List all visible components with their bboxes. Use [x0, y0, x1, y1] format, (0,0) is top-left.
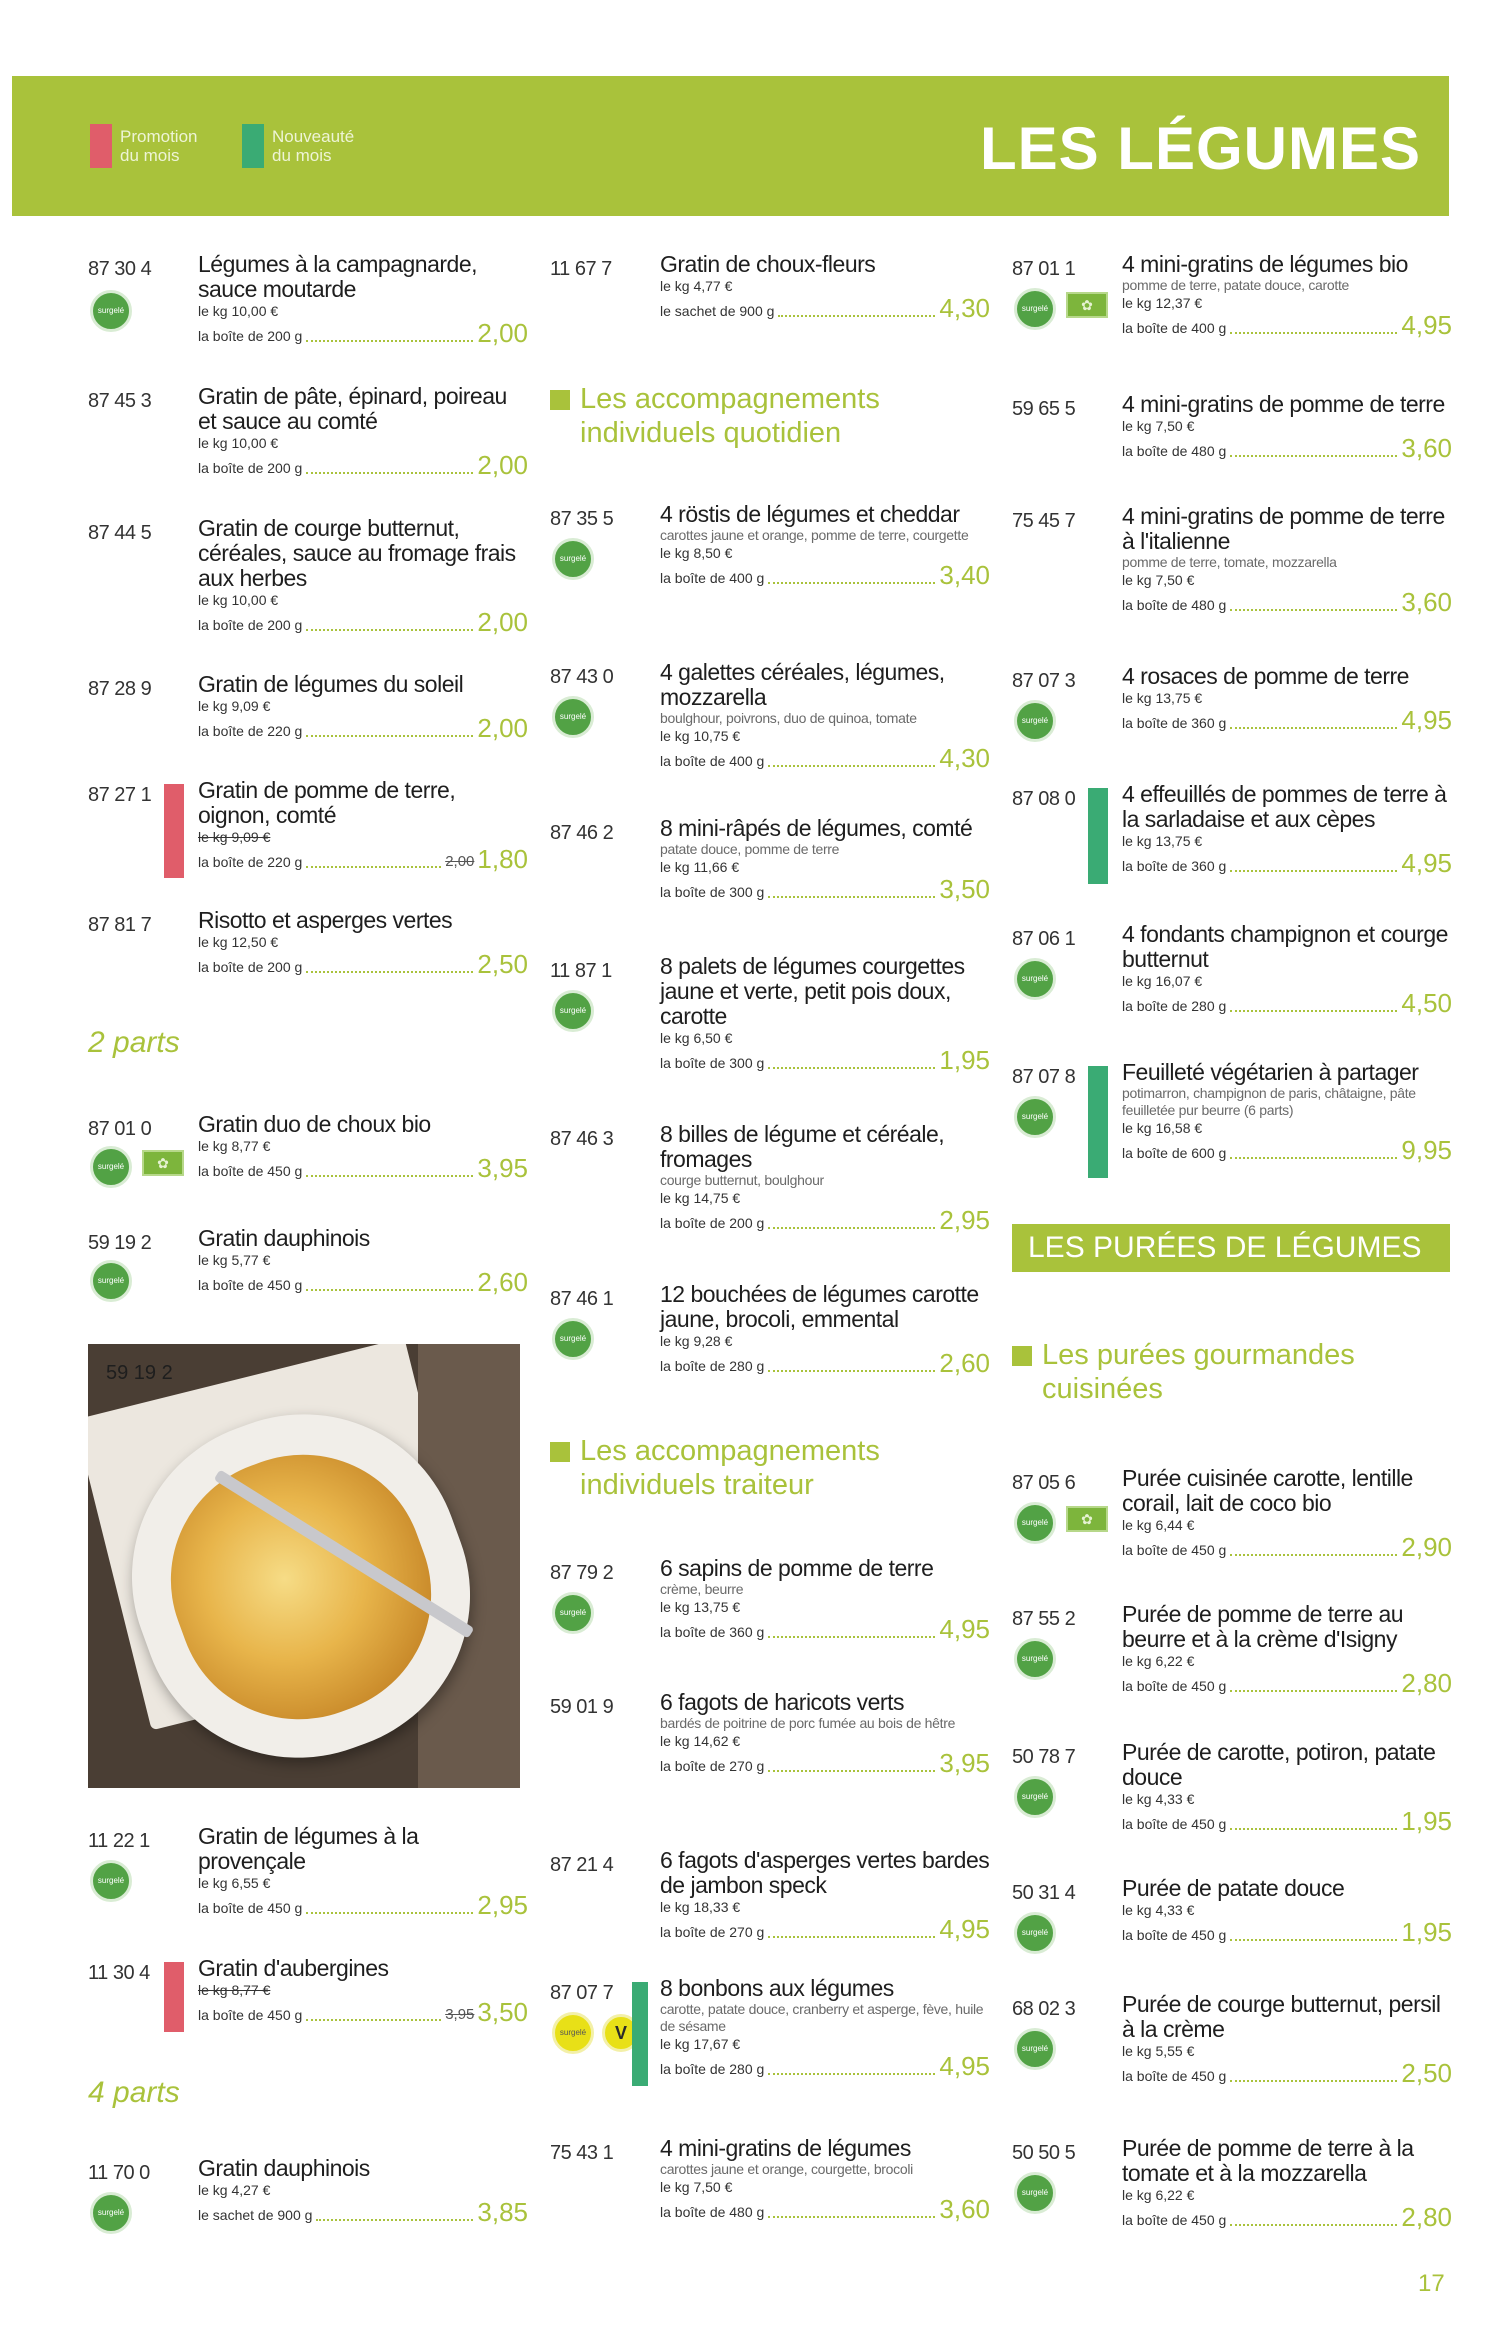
section-heading [550, 382, 990, 450]
price: 2,00 [477, 713, 528, 743]
product-code: 11 30 4 [88, 1962, 150, 1984]
parts-heading: 2 parts [88, 1026, 180, 1059]
package: la boîte de 450 g [1122, 1927, 1227, 1943]
product-name: 4 rosaces de pomme de terre [1122, 663, 1409, 689]
price: 3,60 [1401, 433, 1452, 463]
product-description: bardés de poitrine de porc fumée au bois de hêtre [660, 1715, 956, 1731]
product-code: 87 08 0 [1012, 788, 1076, 810]
price: 2,95 [939, 1205, 990, 1235]
frozen-badge-icon: surgelé [1014, 1638, 1056, 1680]
product-code: 87 81 7 [88, 914, 152, 936]
product-code: 87 35 5 [550, 508, 614, 530]
price: 2,90 [1401, 1532, 1452, 1562]
product-name: 6 fagots d'asperges vertes bardes de jambon speck [660, 1847, 990, 1898]
section-title: Les accompagnements individuels quotidien [580, 383, 880, 449]
product-description: carottes jaune et orange, courgette, brocoli [660, 2161, 913, 2177]
promotion-marker [164, 784, 184, 878]
product-description: carotte, patate douce, cranberry et asperge, fève, huile de sésame [660, 2001, 984, 2034]
product-name: Purée de pomme de terre au beurre et à la crème d'Isigny [1122, 1601, 1404, 1652]
product-code: 87 01 0 [88, 1118, 152, 1140]
product-code: 59 19 2 [88, 1232, 152, 1254]
organic-label-icon: ✿ [1066, 1506, 1108, 1532]
frozen-badge-icon: surgelé [90, 1860, 132, 1902]
product-name: Gratin dauphinois [198, 2155, 370, 2181]
package: la boîte de 280 g [660, 1358, 765, 1374]
product-code: 11 70 0 [88, 2162, 150, 2184]
package: la boîte de 400 g [660, 570, 765, 586]
package: la boîte de 270 g [660, 1758, 765, 1774]
product-name: Gratin dauphinois [198, 1225, 370, 1251]
package: la boîte de 450 g [1122, 1816, 1227, 1832]
product-name: Gratin de choux-fleurs [660, 251, 876, 277]
package: la boîte de 480 g [1122, 443, 1227, 459]
price: 2,60 [939, 1348, 990, 1378]
product-code: 50 31 4 [1012, 1882, 1076, 1904]
product-code: 87 07 3 [1012, 670, 1076, 692]
price-per-kg: le kg 10,75 € [660, 728, 741, 744]
product-code: 87 07 7 [550, 1982, 614, 2004]
package: la boîte de 200 g [198, 328, 303, 344]
frozen-badge-icon: surgelé [552, 538, 594, 580]
price-per-kg: le kg 4,33 € [1122, 1791, 1195, 1807]
product-code: 87 01 1 [1012, 258, 1076, 280]
product-name: 4 röstis de légumes et cheddar [660, 501, 960, 527]
price-per-kg: le kg 8,50 € [660, 545, 733, 561]
price: 2,95 [477, 1890, 528, 1920]
package: la boîte de 200 g [198, 959, 303, 975]
product-name: Purée de patate douce [1122, 1875, 1345, 1901]
price: 3,60 [1401, 587, 1452, 617]
price-per-kg: le kg 18,33 € [660, 1899, 741, 1915]
frozen-badge-icon: surgelé [1014, 1502, 1056, 1544]
price-per-kg: le kg 12,50 € [198, 934, 279, 950]
product-name: 8 billes de légume et céréale, fromages [660, 1121, 945, 1172]
price-per-kg: le kg 6,50 € [660, 1030, 733, 1046]
product-name: Purée de pomme de terre à la tomate et à la mozzarella [1122, 2135, 1414, 2186]
product-description: crème, beurre [660, 1581, 744, 1597]
product-code: 50 78 7 [1012, 1746, 1076, 1768]
frozen-badge-icon: surgelé [90, 1146, 132, 1188]
price-per-kg: le kg 7,50 € [1122, 572, 1195, 588]
product-name: Légumes à la campagnarde, sauce moutarde [198, 251, 478, 302]
frozen-badge-icon: surgelé [1014, 288, 1056, 330]
section-heading [1012, 1338, 1452, 1406]
old-price: 2,00 [445, 853, 475, 870]
package: la boîte de 450 g [198, 1900, 303, 1916]
package: la boîte de 360 g [1122, 715, 1227, 731]
price: 4,95 [1401, 705, 1452, 735]
price-per-kg: le kg 11,66 € [660, 859, 740, 875]
product-name: Gratin duo de choux bio [198, 1111, 431, 1137]
product-code: 59 65 5 [1012, 398, 1076, 420]
product-name: Purée cuisinée carotte, lentille corail, lait de coco bio [1122, 1465, 1413, 1516]
promotion-swatch [90, 124, 112, 168]
product-description: patate douce, pomme de terre [660, 841, 840, 857]
price-per-kg: le kg 10,00 € [198, 435, 279, 451]
package: la boîte de 450 g [1122, 2068, 1227, 2084]
product-code: 87 05 6 [1012, 1472, 1076, 1494]
package: la boîte de 360 g [660, 1624, 765, 1640]
page-title: LES LÉGUMES [979, 115, 1421, 182]
price-per-kg: le kg 9,28 € [660, 1333, 733, 1349]
price: 1,95 [1401, 1806, 1452, 1836]
package: le sachet de 900 g [198, 2207, 313, 2223]
product-name: 4 mini-gratins de pomme de terre [1122, 391, 1445, 417]
price: 1,95 [1401, 1917, 1452, 1947]
price-per-kg: le kg 17,67 € [660, 2036, 741, 2052]
price: 9,95 [1401, 1135, 1452, 1165]
price: 2,00 [477, 450, 528, 480]
product-name: Gratin de légumes à la provençale [198, 1823, 419, 1874]
section-band: LES PURÉES DE LÉGUMES [1012, 1224, 1450, 1272]
product-code: 87 79 2 [550, 1562, 614, 1584]
product-name: 4 effeuillés de pommes de terre à la sarladaise et aux cèpes [1122, 781, 1447, 832]
price-per-kg: le kg 14,62 € [660, 1733, 741, 1749]
product-description: pomme de terre, patate douce, carotte [1122, 277, 1350, 293]
package: la boîte de 220 g [198, 854, 303, 870]
price: 4,50 [1401, 988, 1452, 1018]
price-per-kg: le kg 9,09 € [198, 829, 271, 845]
frozen-badge-icon: surgelé [90, 290, 132, 332]
product-code: 68 02 3 [1012, 1998, 1076, 2020]
price: 2,50 [1401, 2058, 1452, 2088]
price: 2,60 [477, 1267, 528, 1297]
old-price: 3,95 [445, 2006, 475, 2023]
product-name: 8 bonbons aux légumes [660, 1975, 894, 2001]
price-per-kg: le kg 13,75 € [1122, 833, 1203, 849]
product-name: 6 fagots de haricots verts [660, 1689, 904, 1715]
product-description: carottes jaune et orange, pomme de terre, courgette [660, 527, 969, 543]
product-code: 87 27 1 [88, 784, 152, 806]
product-name: 4 fondants champignon et courge butternut [1122, 921, 1448, 972]
product-name: Gratin de courge butternut, céréales, sauce au fromage frais aux herbes [198, 515, 516, 591]
product-name: 8 mini-râpés de légumes, comté [660, 815, 973, 841]
legend-nouveaute-label: Nouveauté du mois [272, 127, 355, 165]
package: la boîte de 280 g [1122, 998, 1227, 1014]
price-per-kg: le kg 4,27 € [198, 2182, 271, 2198]
product-code: 87 45 3 [88, 390, 152, 412]
frozen-badge-icon: surgelé [1014, 1912, 1056, 1954]
product-code: 50 50 5 [1012, 2142, 1076, 2164]
price: 4,95 [1401, 848, 1452, 878]
promotion-marker [164, 1962, 184, 2032]
package: la boîte de 300 g [660, 884, 765, 900]
product-description: potimarron, champignon de paris, châtaigne, pâte feuilletée pur beurre (6 parts) [1122, 1085, 1416, 1118]
frozen-badge-icon: surgelé [1014, 1776, 1056, 1818]
price: 3,50 [939, 874, 990, 904]
product-code: 11 87 1 [550, 960, 612, 982]
nouveaute-marker [632, 1982, 648, 2086]
package: la boîte de 450 g [1122, 2212, 1227, 2228]
price-per-kg: le kg 6,22 € [1122, 1653, 1195, 1669]
section-title: Les accompagnements individuels traiteur [580, 1435, 880, 1501]
price: 3,95 [939, 1748, 990, 1778]
price-per-kg: le kg 4,77 € [660, 278, 733, 294]
product-code: 87 21 4 [550, 1854, 614, 1876]
package: la boîte de 450 g [1122, 1678, 1227, 1694]
price-per-kg: le kg 6,44 € [1122, 1517, 1195, 1533]
price-per-kg: le kg 10,00 € [198, 592, 279, 608]
product-code: 87 43 0 [550, 666, 614, 688]
product-code: 87 30 4 [88, 258, 152, 280]
price-per-kg: le kg 13,75 € [1122, 690, 1203, 706]
price-per-kg: le kg 13,75 € [660, 1599, 741, 1615]
price-per-kg: le kg 8,77 € [198, 1982, 271, 1998]
product-description: courge butternut, boulghour [660, 1172, 824, 1188]
product-code: 59 01 9 [550, 1696, 614, 1718]
product-code: 87 44 5 [88, 522, 152, 544]
price-per-kg: le kg 10,00 € [198, 303, 279, 319]
package: la boîte de 270 g [660, 1924, 765, 1940]
page-number: 17 [1418, 2270, 1445, 2297]
frozen-badge-icon: surgelé [1014, 2028, 1056, 2070]
price-per-kg: le kg 9,09 € [198, 698, 271, 714]
product-code: 75 43 1 [550, 2142, 614, 2164]
product-description: pomme de terre, tomate, mozzarella [1122, 554, 1337, 570]
price-per-kg: le kg 16,07 € [1122, 973, 1203, 989]
price: 3,85 [477, 2197, 528, 2227]
category-header [12, 76, 1449, 216]
frozen-badge-icon: surgelé [90, 2192, 132, 2234]
product-code: 75 45 7 [1012, 510, 1076, 532]
price-per-kg: le kg 12,37 € [1122, 295, 1203, 311]
package: la boîte de 450 g [198, 2007, 303, 2023]
price: 2,80 [1401, 1668, 1452, 1698]
legend-nouveaute [242, 124, 372, 168]
price: 2,80 [1401, 2202, 1452, 2232]
product-code: 87 55 2 [1012, 1608, 1076, 1630]
price-per-kg: le kg 7,50 € [660, 2179, 733, 2195]
price: 4,95 [939, 2051, 990, 2081]
organic-label-icon: ✿ [142, 1150, 184, 1176]
parts-heading: 4 parts [88, 2076, 180, 2109]
frozen-badge-icon: surgelé [90, 1260, 132, 1302]
organic-label-icon: ✿ [1066, 292, 1108, 318]
product-name: 6 sapins de pomme de terre [660, 1555, 934, 1581]
price-per-kg: le kg 5,55 € [1122, 2043, 1195, 2059]
frozen-badge-icon: surgelé [552, 1592, 594, 1634]
price: 3,60 [939, 2194, 990, 2224]
product-name: Gratin d'aubergines [198, 1955, 389, 1981]
product-name: Gratin de pâte, épinard, poireau et sauce au comté [198, 383, 507, 434]
frozen-badge-icon: surgelé [1014, 1096, 1056, 1138]
product-name: 4 galettes céréales, légumes, mozzarella [660, 659, 945, 710]
price-per-kg: le kg 7,50 € [1122, 418, 1195, 434]
frozen-badge-icon: surgelé [552, 990, 594, 1032]
price: 1,80 [477, 844, 528, 874]
product-code: 87 46 3 [550, 1128, 614, 1150]
package: la boîte de 200 g [198, 617, 303, 633]
product-name: Gratin de pomme de terre, oignon, comté [198, 777, 456, 828]
product-name: 4 mini-gratins de légumes [660, 2135, 911, 2161]
product-code: 87 06 1 [1012, 928, 1076, 950]
legend-promotion [90, 124, 220, 168]
package: la boîte de 200 g [198, 460, 303, 476]
product-code: 87 46 1 [550, 1288, 614, 1310]
product-code: 87 07 8 [1012, 1066, 1076, 1088]
gratin-dauphinois-photo [88, 1344, 520, 1788]
package: la boîte de 450 g [198, 1163, 303, 1179]
product-name: 12 bouchées de légumes carotte jaune, brocoli, emmental [660, 1281, 979, 1332]
package: la boîte de 480 g [660, 2204, 765, 2220]
photo-product-code: 59 19 2 [106, 1362, 173, 1384]
package: la boîte de 280 g [660, 2061, 765, 2077]
price: 4,95 [1401, 310, 1452, 340]
nouveaute-marker [1088, 788, 1108, 884]
package: la boîte de 300 g [660, 1055, 765, 1071]
package: la boîte de 600 g [1122, 1145, 1227, 1161]
price: 4,30 [939, 293, 990, 323]
price-per-kg: le kg 16,58 € [1122, 1120, 1203, 1136]
product-code: 87 28 9 [88, 678, 152, 700]
price-per-kg: le kg 6,22 € [1122, 2187, 1195, 2203]
package: la boîte de 220 g [198, 723, 303, 739]
price: 2,00 [477, 318, 528, 348]
frozen-badge-icon: surgelé [552, 2012, 594, 2054]
product-code: 11 22 1 [88, 1830, 150, 1852]
price: 3,50 [477, 1997, 528, 2027]
product-code: 11 67 7 [550, 258, 612, 280]
section-title: Les purées gourmandes cuisinées [1042, 1339, 1355, 1405]
product-code: 87 46 2 [550, 822, 614, 844]
section-heading [550, 1434, 990, 1502]
product-name: Risotto et asperges vertes [198, 907, 453, 933]
package: la boîte de 480 g [1122, 597, 1227, 613]
package: la boîte de 400 g [1122, 320, 1227, 336]
product-name: 4 mini-gratins de légumes bio [1122, 251, 1408, 277]
frozen-badge-icon: surgelé [552, 1318, 594, 1360]
product-name: Purée de carotte, potiron, patate douce [1122, 1739, 1436, 1790]
price: 1,95 [939, 1045, 990, 1075]
nouveaute-marker [1088, 1066, 1108, 1178]
product-description: boulghour, poivrons, duo de quinoa, tomate [660, 710, 917, 726]
price: 4,95 [939, 1614, 990, 1644]
price: 2,50 [477, 949, 528, 979]
product-name: Gratin de légumes du soleil [198, 671, 464, 697]
price: 4,95 [939, 1914, 990, 1944]
price-per-kg: le kg 5,77 € [198, 1252, 271, 1268]
package: la boîte de 360 g [1122, 858, 1227, 874]
price-per-kg: le kg 6,55 € [198, 1875, 271, 1891]
vegan-icon: V [602, 2014, 640, 2052]
price-per-kg: le kg 14,75 € [660, 1190, 741, 1206]
frozen-badge-icon: surgelé [1014, 958, 1056, 1000]
product-name: Feuilleté végétarien à partager [1122, 1059, 1419, 1085]
product-name: 4 mini-gratins de pomme de terre à l'italienne [1122, 503, 1445, 554]
package: la boîte de 450 g [198, 1277, 303, 1293]
package: le sachet de 900 g [660, 303, 775, 319]
legend-promotion-label: Promotion du mois [120, 127, 198, 165]
price: 4,30 [939, 743, 990, 773]
price-per-kg: le kg 8,77 € [198, 1138, 271, 1154]
package: la boîte de 400 g [660, 753, 765, 769]
product-name: Purée de courge butternut, persil à la crème [1122, 1991, 1441, 2042]
price: 3,95 [477, 1153, 528, 1183]
product-name: 8 palets de légumes courgettes jaune et verte, petit pois doux, carotte [660, 953, 965, 1029]
frozen-badge-icon: surgelé [1014, 700, 1056, 742]
package: la boîte de 200 g [660, 1215, 765, 1231]
frozen-badge-icon: surgelé [552, 696, 594, 738]
price-per-kg: le kg 4,33 € [1122, 1902, 1195, 1918]
price: 3,40 [939, 560, 990, 590]
nouveaute-swatch [242, 124, 264, 168]
price: 2,00 [477, 607, 528, 637]
package: la boîte de 450 g [1122, 1542, 1227, 1558]
frozen-badge-icon: surgelé [1014, 2172, 1056, 2214]
